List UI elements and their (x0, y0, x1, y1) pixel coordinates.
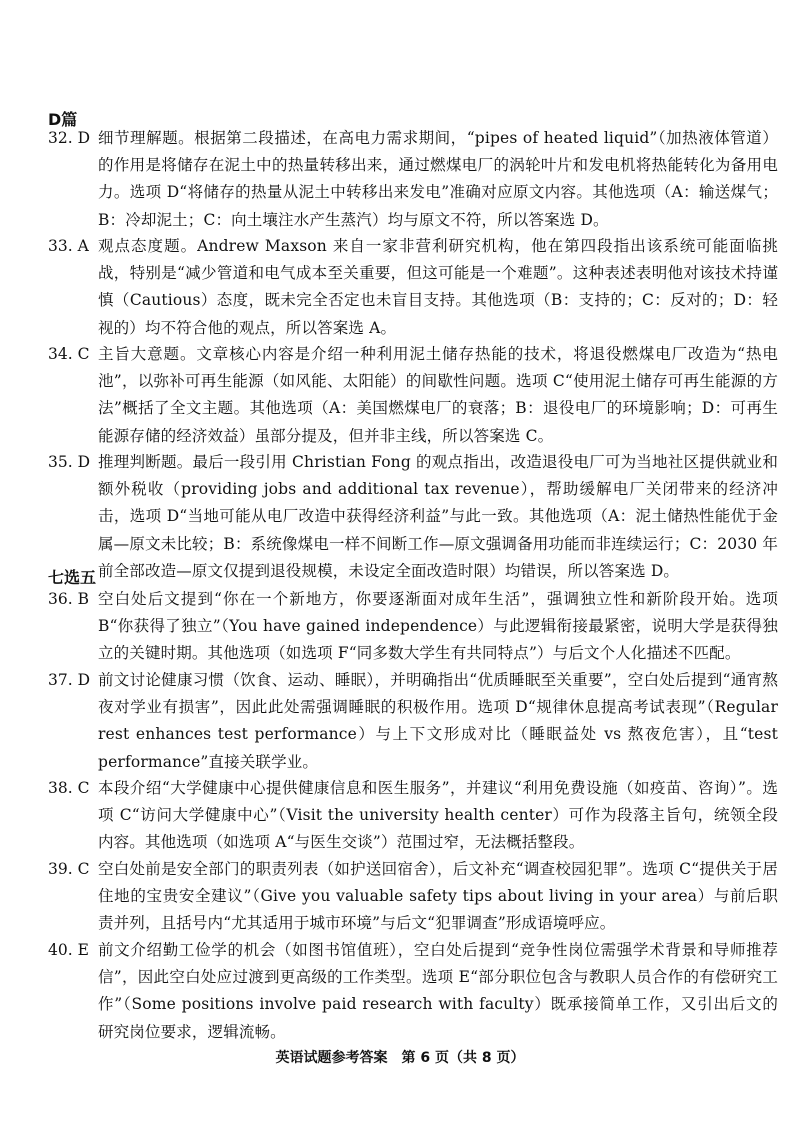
answer-explanation: 前文介绍勤工俭学的机会（如图书馆值班），空白处后提到“竞争性岗位需强学术背景和导师推荐信”，因此空白处应过渡到更高级的工作类型。选项 E“部分职位包含与教职人员合作的有偿研究工作”（Some positions involve paid research with faculty）既承接简单工作，又引出后文的研究岗位要求，逻辑流畅。 (98, 941, 778, 1041)
answer-explanation: 细节理解题。根据第二段描述，在高电力需求期间，“pipes of heated liquid”（加热液体管道）的作用是将储存在泥土中的热量转移出来，通过燃煤电厂的涡轮叶片和发电机将热能转化为备用电力。选项 D“将储存的热量从泥土中转移出来发电”准确对应原文内容。其他选项（A：输送煤气；B：冷却泥土；C：向土壤注水产生蒸汽）均与原文不符，所以答案选 D。 (98, 129, 778, 229)
question-number: 40. E (48, 941, 89, 959)
section-heading-qxw: 七选五 (48, 568, 97, 587)
answer-explanation: 主旨大意题。文章核心内容是介绍一种利用泥土储存热能的技术，将退役燃煤电厂改造为“热电池”，以弥补可再生能源（如风能、太阳能）的间歇性问题。选项 C“使用泥土储存可再生能源的方法”概括了全文主题。其他选项（A：美国燃煤电厂的衰落；B：退役电厂的环境影响；D：可再生能源存储的经济效益）虽部分提及，但并非主线，所以答案选 C。 (98, 345, 778, 445)
answer-explanation: 观点态度题。Andrew Maxson 来自一家非营利研究机构，他在第四段指出该系统可能面临挑战，特别是“减少管道和电气成本至关重要，但这可能是一个难题”。这种表述表明他对该技术持谨慎（Cautious）态度，既未完全否定也未盲目支持。其他选项（B：支持的；C：反对的；D：轻视的）均不符合他的观点，所以答案选 A。 (98, 237, 778, 337)
page-footer: 英语试题参考答案 第 6 页（共 8 页） (275, 1050, 525, 1066)
answer-explanation: 本段介绍“大学健康中心提供健康信息和医生服务”，并建议“利用免费设施（如疫苗、咨询）”。选项 C“访问大学健康中心”（Visit the university health center）可作为段落主旨句，统领全段内容。其他选项（如选项 A“与医生交谈”）范围过窄，无法概括整段。 (98, 779, 778, 852)
question-number: 33. A (48, 237, 89, 255)
question-number: 39. C (48, 860, 90, 878)
question-number: 38. C (48, 779, 90, 797)
answer-explanation: 推理判断题。最后一段引用 Christian Fong 的观点指出，改造退役电厂可为当地社区提供就业和额外税收（providing jobs and additional tax revenue），帮助缓解电厂关闭带来的经济冲击，选项 D“当地可能从电厂改造中获得经济利益”与此一致。其他选项（A：泥土储热性能优于金属—原文未比较；B：系统像煤电一样不间断工作—原文强调备用功能而非连续运行；C：2030 年前全部改造—原文仅提到退役规模，未设定全面改造时限）均错误，所以答案选 D。 (98, 453, 778, 580)
question-number: 35. D (48, 453, 91, 471)
question-number: 34. C (48, 345, 90, 363)
answer-explanation: 空白处后文提到“你在一个新地方，你要逐渐面对成年生活”，强调独立性和新阶段开始。选项 B“你获得了独立”（You have gained independence）与此逻辑衔接最紧密，说明大学是获得独立的关键时期。其他选项（如选项 F“同多数大学生有共同特点”）与后文个人化描述不匹配。 (98, 590, 778, 663)
question-number: 36. B (48, 590, 89, 608)
question-number: 37. D (48, 671, 91, 689)
section-heading-d: D篇 (48, 110, 78, 129)
answer-explanation: 前文讨论健康习惯（饮食、运动、睡眠），并明确指出“优质睡眠至关重要”，空白处后提到“通宵熬夜对学业有损害”，因此此处需强调睡眠的积极作用。选项 D“规律休息提高考试表现”（Regular rest enhances test performance）与上下文形成对比（睡眠益处 vs 熬夜危害），且“test performance”直接关联学业。 (98, 671, 778, 771)
answer-explanation: 空白处前是安全部门的职责列表（如护送回宿舍），后文补充“调查校园犯罪”。选项 C“提供关于居住地的宝贵安全建议”（Give you valuable safety tips about living in your area）与前后职责并列，且括号内“尤其适用于城市环境”与后文“犯罪调查”形成语境呼应。 (98, 860, 778, 933)
question-number: 32. D (48, 129, 91, 147)
